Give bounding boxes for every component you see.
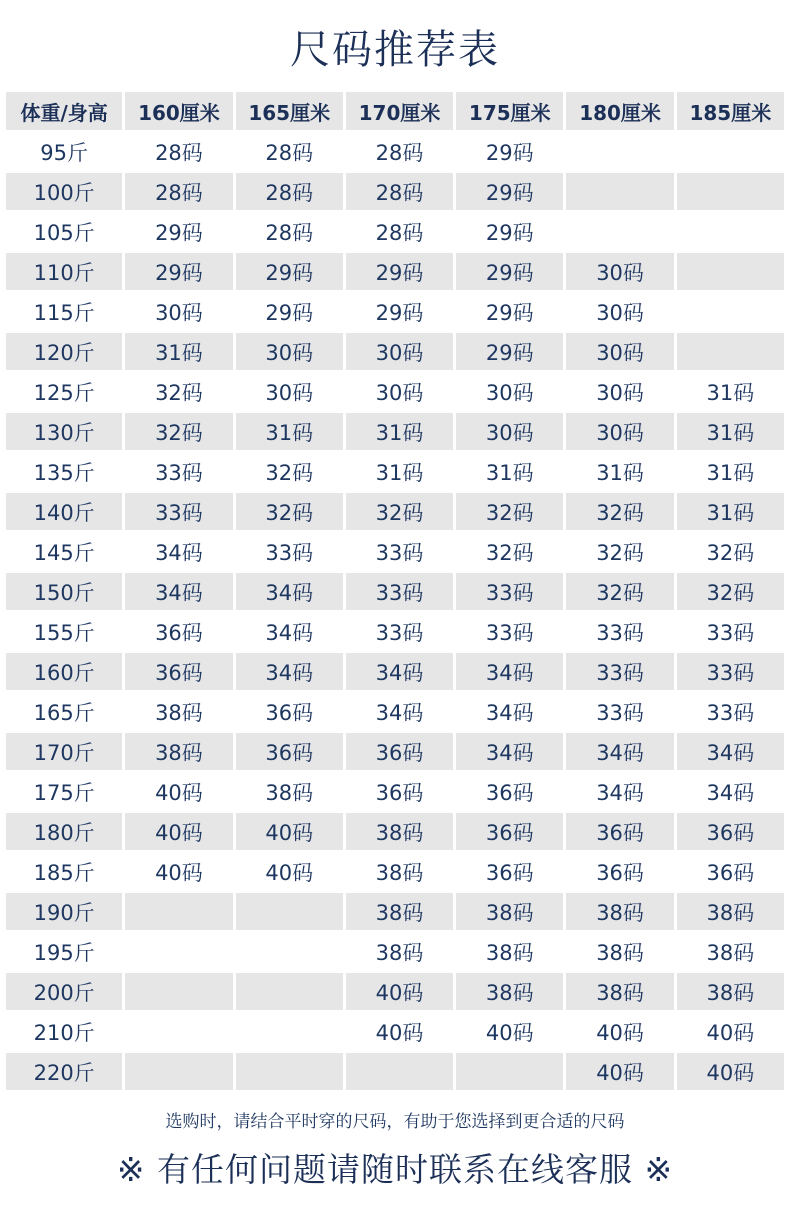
size-cell: 38码 (566, 933, 673, 970)
size-cell: 33码 (566, 693, 673, 730)
size-cell: 38码 (346, 813, 453, 850)
size-cell: 38码 (566, 893, 673, 930)
row-weight-label: 135斤 (6, 453, 122, 490)
row-weight-label: 150斤 (6, 573, 122, 610)
contact-service-text: ※ 有任何问题请随时联系在线客服 ※ (116, 1150, 674, 1189)
row-weight-label: 210斤 (6, 1013, 122, 1050)
size-cell: 34码 (236, 653, 343, 690)
header-170cm: 170厘米 (346, 92, 453, 130)
size-cell: 30码 (125, 293, 232, 330)
size-cell: 29码 (456, 293, 563, 330)
size-cell: 36码 (566, 813, 673, 850)
size-cell: 28码 (346, 133, 453, 170)
table-row (6, 573, 784, 610)
table-row (6, 773, 784, 810)
size-cell (125, 1013, 232, 1050)
size-cell: 32码 (125, 413, 232, 450)
size-cell: 33码 (456, 613, 563, 650)
size-cell (236, 893, 343, 930)
header-175cm: 175厘米 (456, 92, 563, 130)
size-cell (677, 213, 784, 250)
size-cell: 38码 (566, 973, 673, 1010)
table-row (6, 333, 784, 370)
size-cell: 40码 (677, 1013, 784, 1050)
size-cell (125, 1053, 232, 1090)
size-table-container (6, 89, 784, 1093)
table-row (6, 813, 784, 850)
size-cell: 40码 (125, 773, 232, 810)
table-row (6, 973, 784, 1010)
size-cell: 31码 (236, 413, 343, 450)
row-weight-label: 120斤 (6, 333, 122, 370)
size-cell: 30码 (566, 293, 673, 330)
size-cell: 30码 (236, 333, 343, 370)
size-cell (456, 1053, 563, 1090)
size-cell: 33码 (456, 573, 563, 610)
size-cell (346, 1053, 453, 1090)
table-row (6, 533, 784, 570)
size-cell: 29码 (346, 253, 453, 290)
size-cell (566, 133, 673, 170)
size-cell: 38码 (346, 893, 453, 930)
size-cell: 36码 (456, 853, 563, 890)
size-cell: 38码 (346, 853, 453, 890)
size-cell: 32码 (677, 573, 784, 610)
size-cell: 36码 (677, 813, 784, 850)
size-cell: 28码 (236, 133, 343, 170)
size-cell: 31码 (677, 493, 784, 530)
row-weight-label: 145斤 (6, 533, 122, 570)
size-cell: 40码 (566, 1053, 673, 1090)
size-cell: 32码 (236, 493, 343, 530)
table-row (6, 373, 784, 410)
size-table (3, 89, 787, 1093)
size-cell: 29码 (125, 253, 232, 290)
size-cell: 38码 (346, 933, 453, 970)
size-cell: 29码 (456, 253, 563, 290)
size-cell: 34码 (236, 613, 343, 650)
size-cell: 40码 (566, 1013, 673, 1050)
table-row (6, 933, 784, 970)
size-cell: 34码 (346, 653, 453, 690)
header-weight-height: 体重/身高 (6, 92, 122, 130)
size-cell: 28码 (346, 173, 453, 210)
header-180cm: 180厘米 (566, 92, 673, 130)
size-cell: 29码 (456, 133, 563, 170)
size-cell: 34码 (346, 693, 453, 730)
table-row (6, 1053, 784, 1090)
table-row (6, 853, 784, 890)
size-cell: 28码 (125, 133, 232, 170)
size-cell: 30码 (566, 373, 673, 410)
size-cell: 31码 (677, 413, 784, 450)
size-cell: 40码 (125, 813, 232, 850)
size-cell: 29码 (456, 173, 563, 210)
size-cell: 38码 (677, 893, 784, 930)
table-row (6, 1013, 784, 1050)
table-row (6, 453, 784, 490)
size-cell: 34码 (677, 773, 784, 810)
size-cell: 32码 (566, 493, 673, 530)
size-cell: 36码 (566, 853, 673, 890)
table-row (6, 613, 784, 650)
size-cell: 29码 (236, 293, 343, 330)
row-weight-label: 185斤 (6, 853, 122, 890)
size-cell: 36码 (125, 653, 232, 690)
size-cell: 34码 (566, 733, 673, 770)
size-cell: 34码 (125, 573, 232, 610)
size-cell: 32码 (236, 453, 343, 490)
row-weight-label: 170斤 (6, 733, 122, 770)
size-cell: 34码 (677, 733, 784, 770)
row-weight-label: 110斤 (6, 253, 122, 290)
table-row (6, 493, 784, 530)
size-cell (677, 173, 784, 210)
size-cell: 31码 (677, 453, 784, 490)
size-cell: 36码 (236, 693, 343, 730)
size-cell: 28码 (125, 173, 232, 210)
size-cell: 38码 (456, 933, 563, 970)
size-cell (125, 973, 232, 1010)
size-cell: 36码 (456, 773, 563, 810)
size-cell: 32码 (566, 573, 673, 610)
size-cell: 32码 (456, 493, 563, 530)
size-cell: 36码 (677, 853, 784, 890)
size-cell: 28码 (346, 213, 453, 250)
size-cell: 34码 (456, 653, 563, 690)
row-weight-label: 130斤 (6, 413, 122, 450)
header-160cm: 160厘米 (125, 92, 232, 130)
size-cell: 32码 (677, 533, 784, 570)
page-title: 尺码推荐表 (290, 27, 500, 73)
size-cell (236, 933, 343, 970)
row-weight-label: 220斤 (6, 1053, 122, 1090)
size-cell: 40码 (346, 973, 453, 1010)
size-cell: 38码 (236, 773, 343, 810)
size-cell: 40码 (456, 1013, 563, 1050)
size-cell: 36码 (346, 773, 453, 810)
size-cell (566, 213, 673, 250)
size-cell: 33码 (677, 653, 784, 690)
size-cell: 40码 (677, 1053, 784, 1090)
row-weight-label: 100斤 (6, 173, 122, 210)
size-cell: 30码 (566, 333, 673, 370)
size-cell: 31码 (677, 373, 784, 410)
size-cell: 29码 (456, 213, 563, 250)
size-cell: 40码 (125, 853, 232, 890)
row-weight-label: 115斤 (6, 293, 122, 330)
size-cell: 34码 (456, 733, 563, 770)
size-cell: 29码 (346, 293, 453, 330)
size-cell (677, 293, 784, 330)
table-row (6, 253, 784, 290)
size-cell: 32码 (566, 533, 673, 570)
size-cell (236, 973, 343, 1010)
size-cell: 28码 (236, 173, 343, 210)
size-cell (566, 173, 673, 210)
size-cell: 36码 (456, 813, 563, 850)
size-cell: 30码 (456, 413, 563, 450)
table-row (6, 413, 784, 450)
size-cell: 34码 (236, 573, 343, 610)
size-cell: 28码 (236, 213, 343, 250)
size-cell: 33码 (677, 613, 784, 650)
size-cell (125, 933, 232, 970)
size-cell: 30码 (566, 413, 673, 450)
table-row (6, 213, 784, 250)
table-row (6, 733, 784, 770)
size-cell: 40码 (236, 813, 343, 850)
row-weight-label: 180斤 (6, 813, 122, 850)
size-cell: 34码 (125, 533, 232, 570)
size-cell (677, 133, 784, 170)
size-cell: 40码 (236, 853, 343, 890)
row-weight-label: 195斤 (6, 933, 122, 970)
size-cell: 38码 (456, 893, 563, 930)
size-cell: 30码 (456, 373, 563, 410)
row-weight-label: 175斤 (6, 773, 122, 810)
table-row (6, 893, 784, 930)
size-cell: 33码 (125, 493, 232, 530)
table-row (6, 173, 784, 210)
size-cell (125, 893, 232, 930)
size-cell: 38码 (125, 693, 232, 730)
row-weight-label: 160斤 (6, 653, 122, 690)
size-cell: 36码 (125, 613, 232, 650)
size-cell: 33码 (566, 653, 673, 690)
size-cell: 34码 (456, 693, 563, 730)
size-cell: 33码 (346, 533, 453, 570)
size-cell: 30码 (236, 373, 343, 410)
size-cell: 38码 (125, 733, 232, 770)
size-cell: 32码 (125, 373, 232, 410)
row-weight-label: 155斤 (6, 613, 122, 650)
size-cell: 38码 (677, 933, 784, 970)
size-cell: 33码 (346, 573, 453, 610)
size-cell: 33码 (346, 613, 453, 650)
table-body (6, 133, 784, 1090)
size-cell: 38码 (677, 973, 784, 1010)
size-cell: 29码 (125, 213, 232, 250)
size-cell: 40码 (346, 1013, 453, 1050)
table-row (6, 293, 784, 330)
size-cell: 29码 (456, 333, 563, 370)
row-weight-label: 200斤 (6, 973, 122, 1010)
row-weight-label: 165斤 (6, 693, 122, 730)
size-cell: 33码 (677, 693, 784, 730)
header-185cm: 185厘米 (677, 92, 784, 130)
size-cell: 30码 (346, 373, 453, 410)
sizing-note: 选购时，请结合平时穿的尺码，有助于您选择到更合适的尺码 (165, 1112, 625, 1132)
size-cell (236, 1013, 343, 1050)
size-cell: 33码 (125, 453, 232, 490)
size-cell: 38码 (456, 973, 563, 1010)
size-cell: 36码 (346, 733, 453, 770)
row-weight-label: 140斤 (6, 493, 122, 530)
size-cell: 34码 (566, 773, 673, 810)
size-cell: 31码 (456, 453, 563, 490)
table-header-row (6, 92, 784, 130)
header-165cm: 165厘米 (236, 92, 343, 130)
size-cell: 31码 (566, 453, 673, 490)
size-cell: 31码 (346, 453, 453, 490)
row-weight-label: 95斤 (6, 133, 122, 170)
size-cell: 29码 (236, 253, 343, 290)
size-cell: 33码 (236, 533, 343, 570)
row-weight-label: 125斤 (6, 373, 122, 410)
table-row (6, 133, 784, 170)
size-cell: 32码 (346, 493, 453, 530)
size-cell (677, 333, 784, 370)
size-cell (677, 253, 784, 290)
size-cell (236, 1053, 343, 1090)
size-cell: 33码 (566, 613, 673, 650)
table-row (6, 693, 784, 730)
size-cell: 36码 (236, 733, 343, 770)
table-row (6, 653, 784, 690)
size-cell: 31码 (346, 413, 453, 450)
row-weight-label: 105斤 (6, 213, 122, 250)
size-cell: 32码 (456, 533, 563, 570)
size-cell: 30码 (346, 333, 453, 370)
row-weight-label: 190斤 (6, 893, 122, 930)
size-cell: 30码 (566, 253, 673, 290)
size-cell: 31码 (125, 333, 232, 370)
